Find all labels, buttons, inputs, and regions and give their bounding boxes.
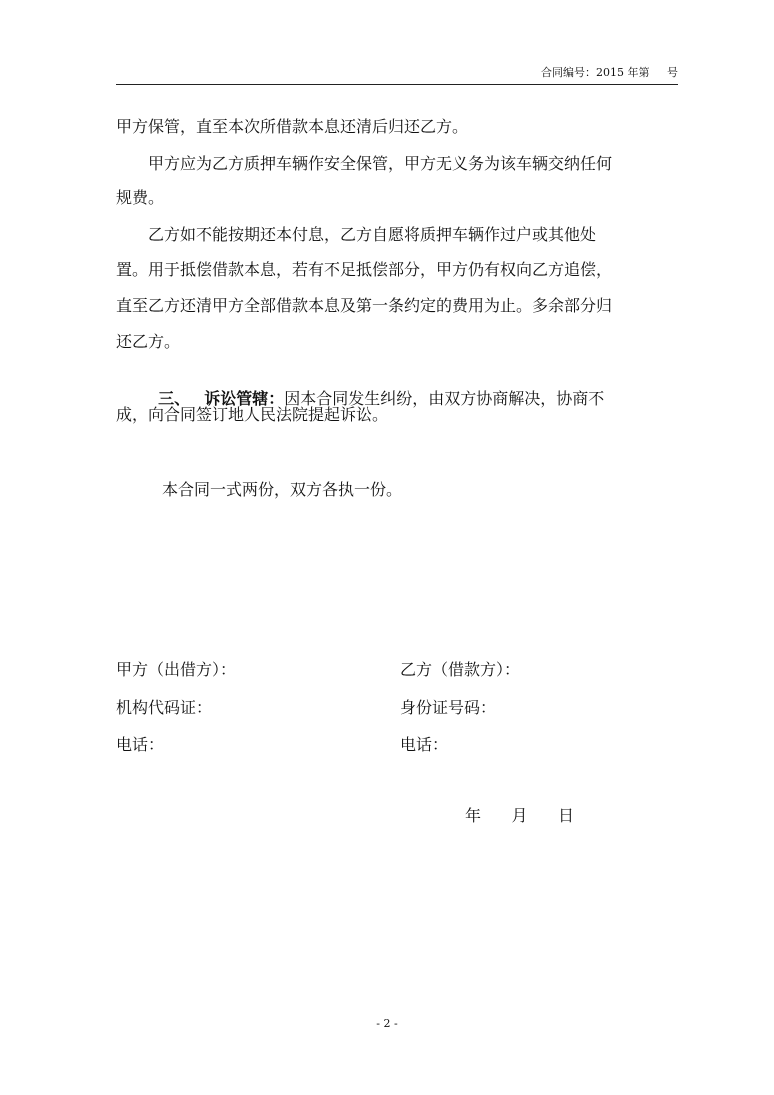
section-3-line-2: 成，向合同签订地人民法院提起诉讼。 xyxy=(116,405,389,424)
contract-number: 合同编号：2015 年第 号 xyxy=(541,66,678,79)
paragraph-2-line-1: 甲方应为乙方质押车辆作安全保管，甲方无义务为该车辆交纳任何 xyxy=(148,154,613,173)
paragraph-3-line-2: 置。用于抵偿借款本息，若有不足抵偿部分，甲方仍有权向乙方追偿， xyxy=(116,260,613,279)
page-header xyxy=(116,66,678,85)
page-number: - 2 - xyxy=(376,1017,398,1030)
paragraph-1-line-1: 甲方保管，直至本次所借款本息还清后归还乙方。 xyxy=(116,117,469,136)
org-code-label: 机构代码证： xyxy=(116,698,213,717)
signing-date: 年 月 日 xyxy=(465,806,575,825)
paragraph-3-line-3: 直至乙方还清甲方全部借款本息及第一条约定的费用为止。多余部分归 xyxy=(116,296,613,315)
party-b-label: 乙方（借款方）： xyxy=(400,660,521,679)
paragraph-3-line-4: 还乙方。 xyxy=(116,332,181,351)
party-b-phone-label: 电话： xyxy=(400,735,449,754)
copies-statement: 本合同一式两份，双方各执一份。 xyxy=(162,480,403,499)
section-3-title: 诉讼管辖： xyxy=(204,389,285,408)
paragraph-2-line-2: 规费。 xyxy=(116,188,165,207)
id-number-label: 身份证号码： xyxy=(400,698,497,717)
section-3-line-1 xyxy=(148,369,604,409)
section-3-number: 三、 xyxy=(158,389,191,408)
section-3-text: 因本合同发生纠纷，由双方协商解决，协商不 xyxy=(284,389,605,408)
party-a-label: 甲方（出借方）： xyxy=(116,660,237,679)
party-a-phone-label: 电话： xyxy=(116,735,165,754)
paragraph-3-line-1: 乙方如不能按期还本付息，乙方自愿将质押车辆作过户或其他处 xyxy=(148,225,597,244)
